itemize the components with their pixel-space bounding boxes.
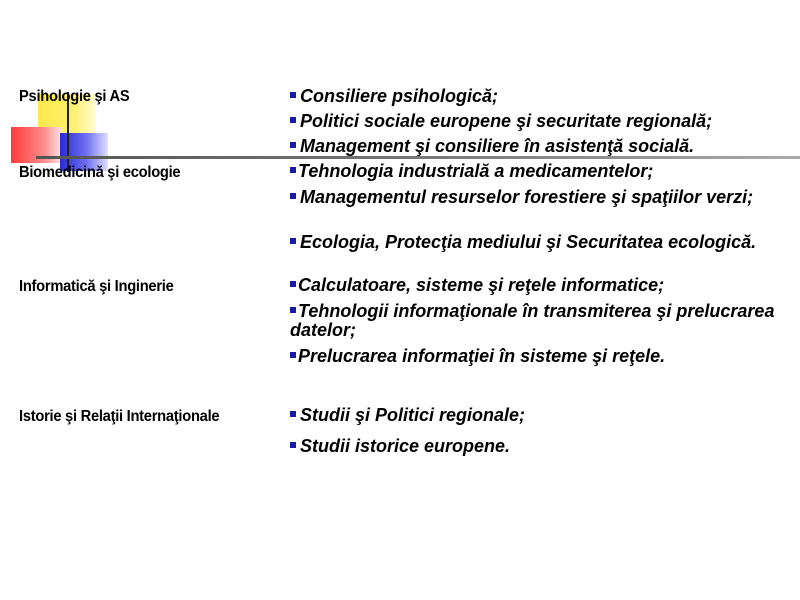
header-divider-line xyxy=(36,156,800,159)
square-bullet-icon xyxy=(290,411,296,417)
category-biomedicina: Biomedicină şi ecologie xyxy=(19,164,181,181)
list-item: Consiliere psihologică; xyxy=(290,87,785,106)
list-item: Politici sociale europene şi securitate regională; xyxy=(290,112,785,131)
category-istorie: Istorie şi Relaţii Internaţionale xyxy=(19,408,220,425)
list-item: Studii istorice europene. xyxy=(290,437,785,456)
square-bullet-icon xyxy=(290,167,296,173)
list-item: Prelucrarea informaţiei în sisteme şi reţele. xyxy=(290,347,785,366)
square-bullet-icon xyxy=(290,193,296,199)
list-item: Managementul resurselor forestiere şi spaţiilor verzi; xyxy=(290,188,785,207)
list-item: Studii şi Politici regionale; xyxy=(290,406,785,425)
square-bullet-icon xyxy=(290,117,296,123)
list-item: Tehnologia industrială a medicamentelor; xyxy=(290,162,785,181)
category-psihologie: Psihologie şi AS xyxy=(19,88,130,105)
square-bullet-icon xyxy=(290,307,296,313)
list-item: Ecologia, Protecţia mediului şi Securitatea ecologică. xyxy=(290,233,785,252)
square-bullet-icon xyxy=(290,92,296,98)
list-item: Tehnologii informaţionale în transmiterea şi prelucrarea datelor; xyxy=(290,301,775,340)
square-bullet-icon xyxy=(290,142,296,148)
list-item: Calculatoare, sisteme şi reţele informatice; xyxy=(290,276,785,295)
square-bullet-icon xyxy=(290,238,296,244)
square-bullet-icon xyxy=(290,352,296,358)
square-bullet-icon xyxy=(290,281,296,287)
category-informatica: Informatică şi Inginerie xyxy=(19,278,174,295)
square-bullet-icon xyxy=(290,442,296,448)
list-item: Management şi consiliere în asistenţă socială. xyxy=(290,137,785,156)
